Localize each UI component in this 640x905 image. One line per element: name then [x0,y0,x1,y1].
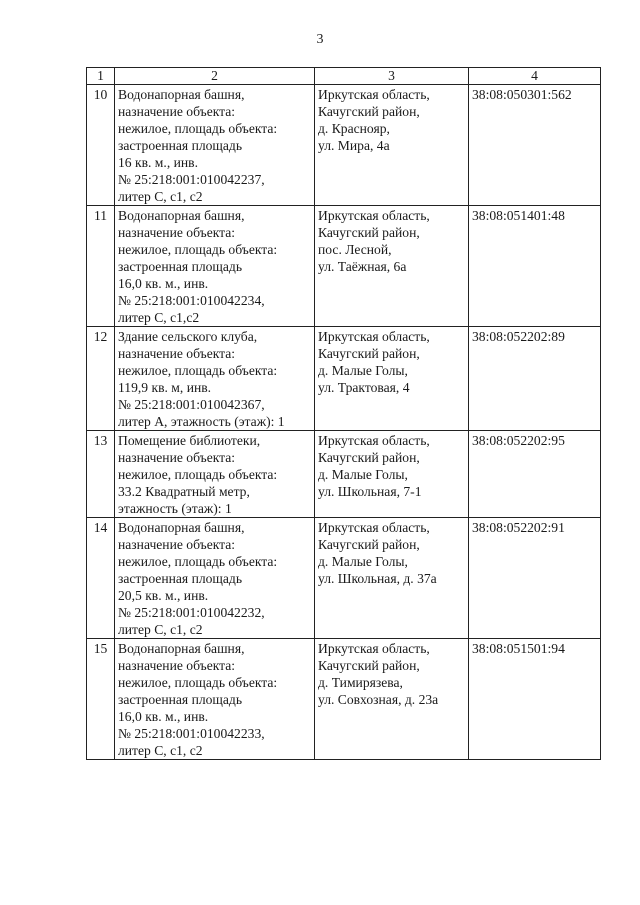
description-line: 119,9 кв. м, инв. [118,380,212,395]
address-line: д. Малые Голы, [318,467,408,482]
table-row [87,327,601,431]
address-line: Качугский район, [318,104,420,119]
address-line: д. Малые Голы, [318,363,408,378]
description-line: № 25:218:001:010042367, [118,397,265,412]
table-row [87,518,601,639]
row-number: 10 [87,85,115,206]
description-line: Водонапорная башня, [118,87,245,102]
cadastral-number: 38:08:052202:91 [469,518,601,639]
description-line: Помещение библиотеки, [118,433,261,448]
description-line: назначение объекта: [118,346,236,361]
address-line: Качугский район, [318,346,420,361]
address-line: пос. Лесной, [318,242,392,257]
description-line: 16,0 кв. м., инв. [118,709,209,724]
column-header-4: 4 [469,68,601,85]
address-line: д. Краснояр, [318,121,390,136]
description-line: литер С, с1, с2 [118,743,203,758]
table-row [87,85,601,206]
row-number: 11 [87,206,115,327]
table-row [87,639,601,760]
object-description [115,206,315,327]
description-line: нежилое, площадь объекта: [118,363,278,378]
table-row [87,206,601,327]
description-line: № 25:218:001:010042234, [118,293,265,308]
row-number: 15 [87,639,115,760]
row-number: 12 [87,327,115,431]
property-registry-table [86,67,601,760]
description-line: нежилое, площадь объекта: [118,554,278,569]
description-line: нежилое, площадь объекта: [118,675,278,690]
description-line: нежилое, площадь объекта: [118,242,278,257]
description-line: литер А, этажность (этаж): 1 [118,414,285,429]
address-line: д. Тимирязева, [318,675,403,690]
description-line: назначение объекта: [118,104,236,119]
object-address [315,327,469,431]
description-line: застроенная площадь [118,138,243,153]
description-line: Водонапорная башня, [118,208,245,223]
column-header-1: 1 [87,68,115,85]
address-line: ул. Трактовая, 4 [318,380,410,395]
description-line: № 25:218:001:010042237, [118,172,265,187]
description-line: назначение объекта: [118,537,236,552]
object-address [315,431,469,518]
address-line: Иркутская область, [318,641,430,656]
column-header-2: 2 [115,68,315,85]
address-line: д. Малые Голы, [318,554,408,569]
object-description [115,518,315,639]
description-line: этажность (этаж): 1 [118,501,232,516]
object-address [315,206,469,327]
cadastral-number: 38:08:050301:562 [469,85,601,206]
description-line: нежилое, площадь объекта: [118,121,278,136]
description-line: 16,0 кв. м., инв. [118,276,209,291]
address-line: Качугский район, [318,225,420,240]
address-line: ул. Совхозная, д. 23а [318,692,439,707]
description-line: застроенная площадь [118,571,243,586]
description-line: литер С, с1,с2 [118,310,200,325]
address-line: Иркутская область, [318,87,430,102]
address-line: ул. Школьная, д. 37а [318,571,437,586]
address-line: Иркутская область, [318,520,430,535]
address-line: ул. Школьная, 7-1 [318,484,422,499]
object-description [115,639,315,760]
object-address [315,639,469,760]
description-line: Водонапорная башня, [118,641,245,656]
description-line: № 25:218:001:010042232, [118,605,265,620]
address-line: Иркутская область, [318,433,430,448]
description-line: Здание сельского клуба, [118,329,258,344]
object-address [315,518,469,639]
table-row [87,431,601,518]
description-line: литер С, с1, с2 [118,622,203,637]
description-line: 33.2 Квадратный метр, [118,484,250,499]
description-line: 16 кв. м., инв. [118,155,198,170]
object-description [115,327,315,431]
description-line: нежилое, площадь объекта: [118,467,278,482]
description-line: назначение объекта: [118,225,236,240]
object-description [115,85,315,206]
address-line: Иркутская область, [318,208,430,223]
description-line: застроенная площадь [118,259,243,274]
address-line: Качугский район, [318,450,420,465]
address-line: ул. Таёжная, 6а [318,259,407,274]
description-line: назначение объекта: [118,658,236,673]
header-row [87,68,601,85]
row-number: 13 [87,431,115,518]
page-number: 3 [316,32,324,47]
description-line: 20,5 кв. м., инв. [118,588,209,603]
cadastral-number: 38:08:051501:94 [469,639,601,760]
description-line: литер С, с1, с2 [118,189,203,204]
cadastral-number: 38:08:052202:95 [469,431,601,518]
cadastral-number: 38:08:051401:48 [469,206,601,327]
cadastral-number: 38:08:052202:89 [469,327,601,431]
address-line: ул. Мира, 4а [318,138,390,153]
address-line: Качугский район, [318,658,420,673]
row-number: 14 [87,518,115,639]
object-address [315,85,469,206]
column-header-3: 3 [315,68,469,85]
description-line: застроенная площадь [118,692,243,707]
address-line: Качугский район, [318,537,420,552]
description-line: назначение объекта: [118,450,236,465]
description-line: Водонапорная башня, [118,520,245,535]
object-description [115,431,315,518]
address-line: Иркутская область, [318,329,430,344]
description-line: № 25:218:001:010042233, [118,726,265,741]
